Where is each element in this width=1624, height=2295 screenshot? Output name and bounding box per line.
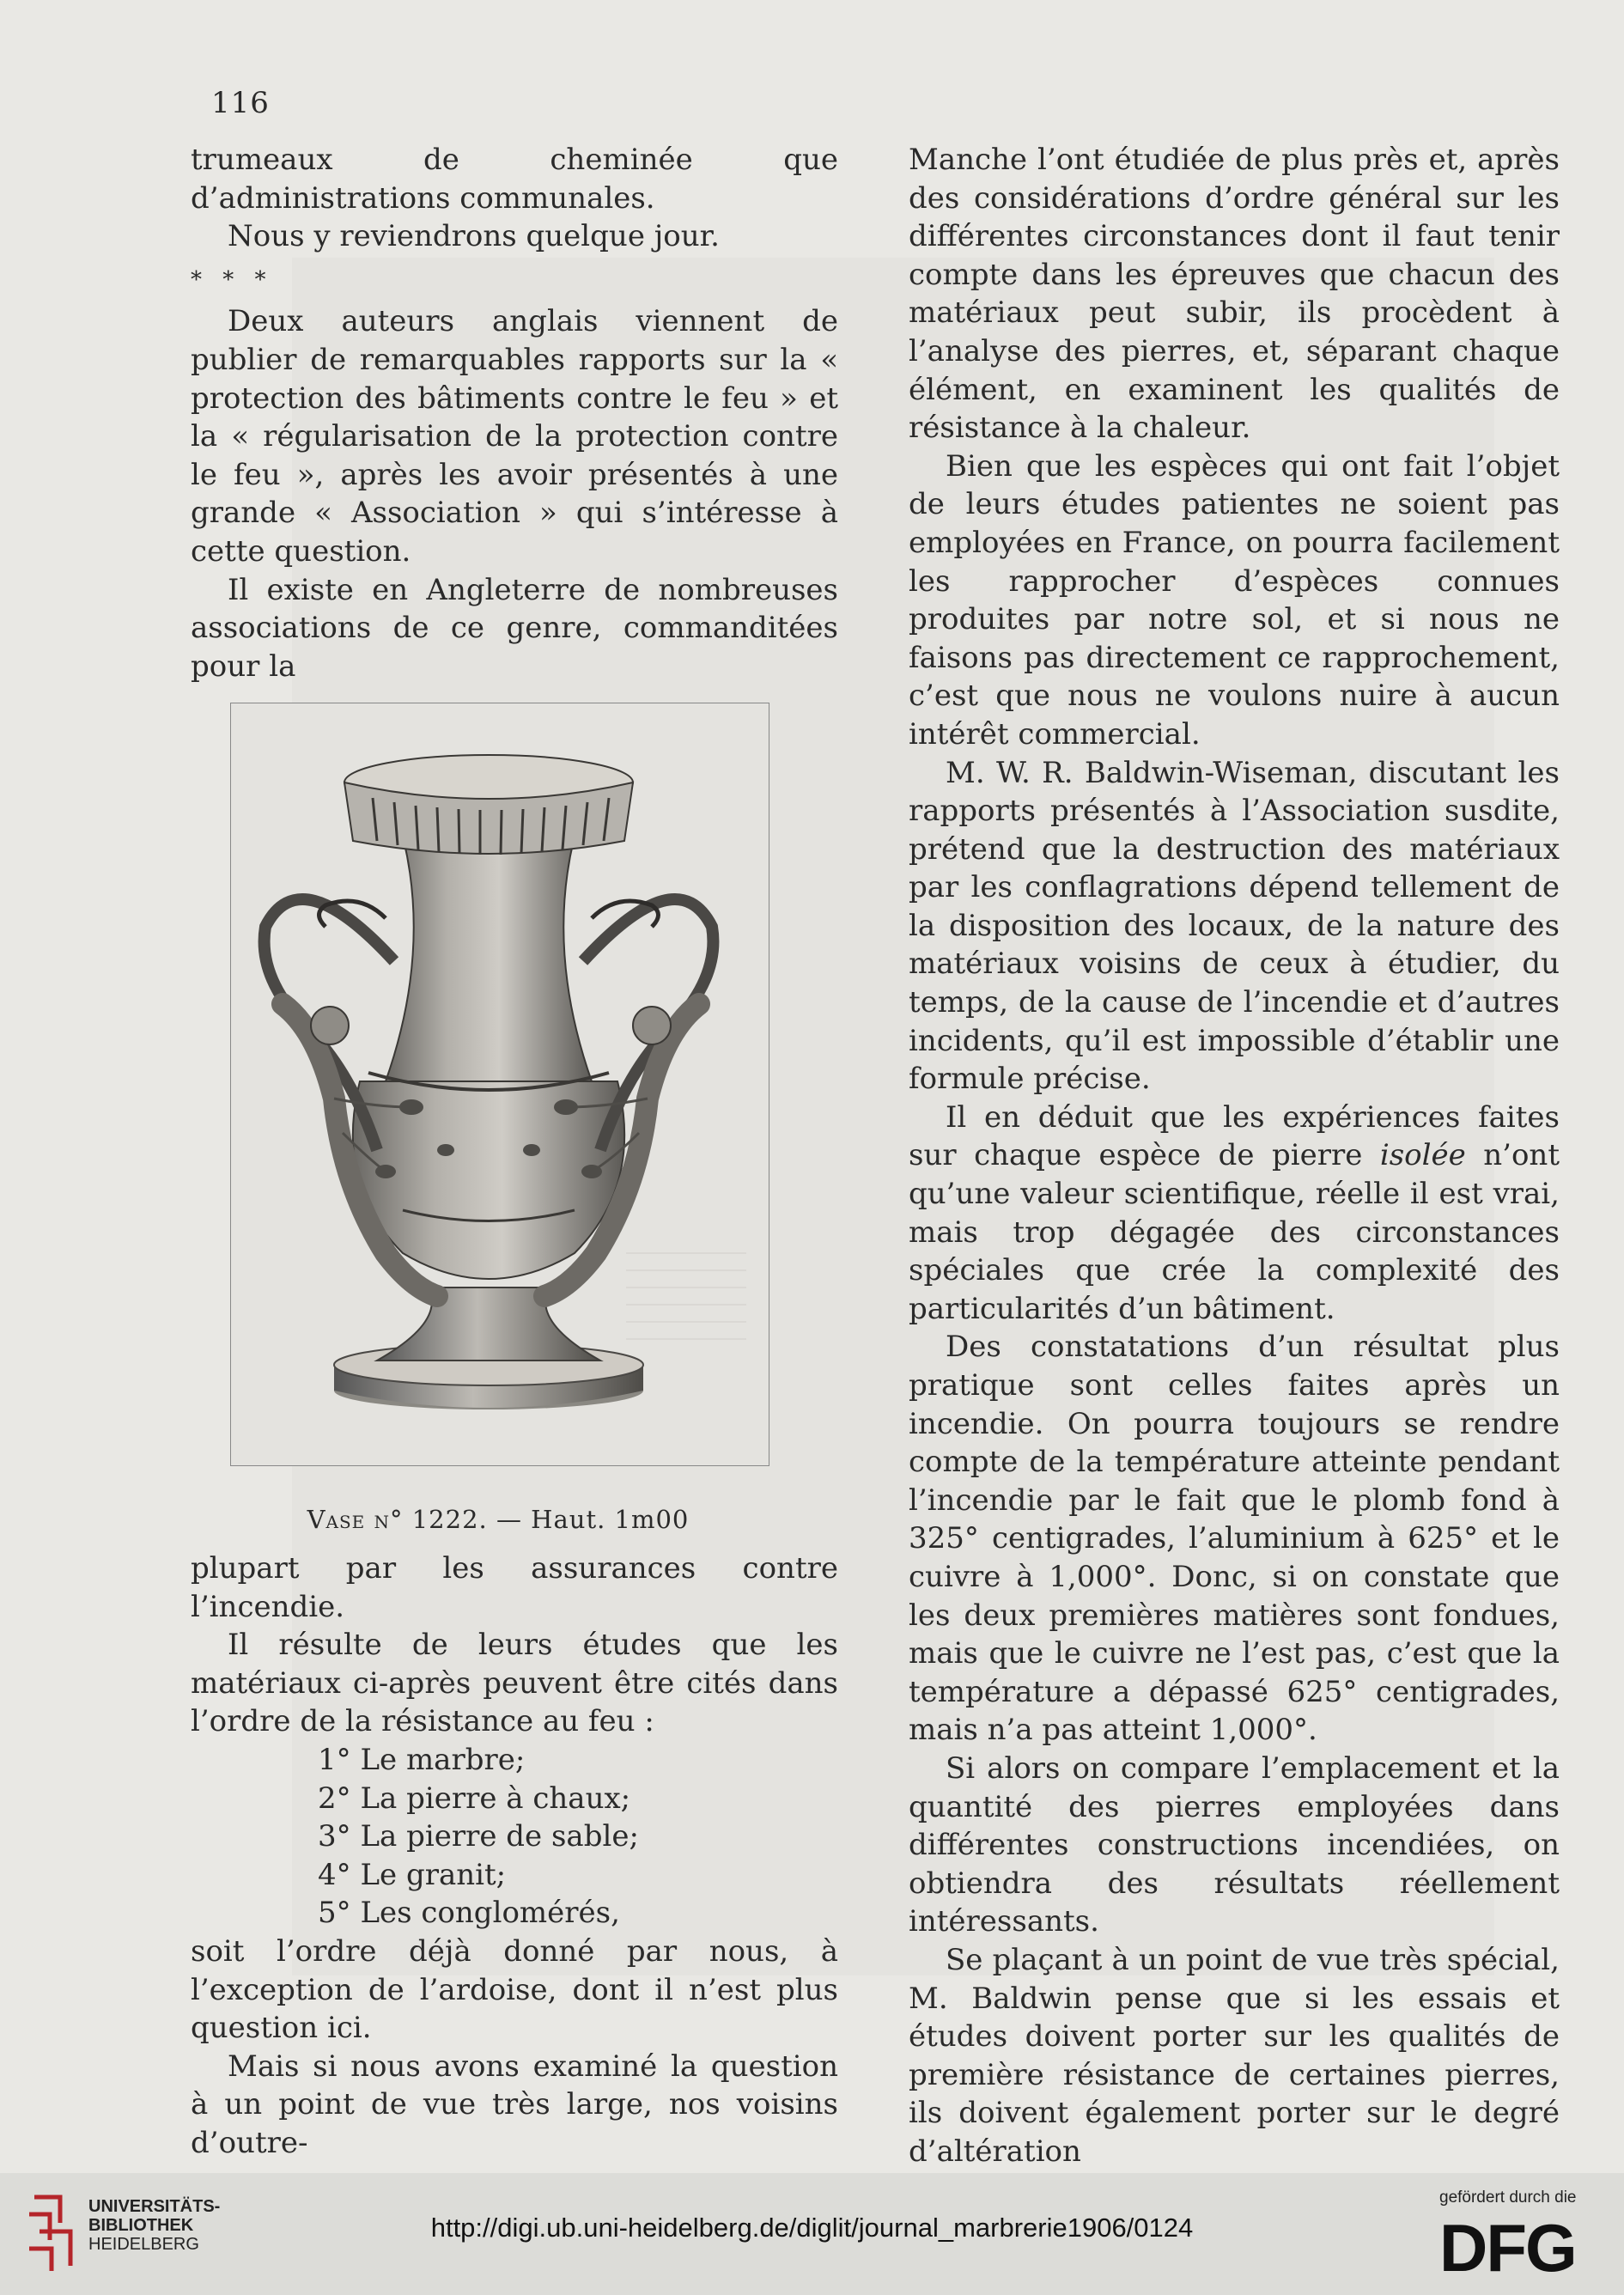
- vase-drawing: [231, 703, 769, 1465]
- paragraph: Si alors on compare l’emplacement et la quantité des pierres employées dans différentes constructions incendiées, on obtiendra des résultats réellement intéressants.: [909, 1750, 1560, 1939]
- page-number: 116: [211, 86, 270, 120]
- paragraph: Mais si nous avons examiné la question à un point de vue très large, nos voisins d’outre-: [191, 2048, 838, 2160]
- list-item: 4° Le granit;: [318, 1857, 507, 1892]
- italic-word: isolée: [1379, 1138, 1466, 1173]
- paragraph: plupart par les assurances contre l’incendie.: [191, 1551, 838, 1624]
- caption-label: Vase n° 1222.: [307, 1505, 488, 1534]
- library-name-line: HEIDELBERG: [88, 2235, 199, 2254]
- paragraph: Des constatations d’un résultat plus pratique sont celles faites après un incendie. On pourra toujours se rendre compte de la température atteinte pendant l’incendie par le fait que le plomb fond à 325° centigrades, l’aluminium à 625° et le cuivre à 1,000°. Donc, si on constate que les deux premières matières sont fondues, mais que le cuivre ne l’est pas, c’est que la température a dépassé 625° centigrades, mais n’a pas atteint 1,000°.: [909, 1330, 1560, 1748]
- text-run: Il en déduit que les expériences faites sur chaque espèce de pierre: [909, 1099, 1560, 1173]
- list-item: 5° Les conglomérés,: [318, 1896, 620, 1931]
- paragraph: [909, 1099, 1560, 1329]
- paragraph: trumeaux de cheminée que d’administrations communales.: [191, 143, 838, 216]
- figure-caption: [240, 1505, 756, 1534]
- list-item: 1° Le marbre;: [318, 1742, 526, 1777]
- caption-height: — Haut. 1m00: [487, 1505, 690, 1534]
- library-name-line: UNIVERSITÄTS-: [88, 2197, 221, 2216]
- paragraph: Deux auteurs anglais viennent de publier de remarquables rapports sur la « protection des bâtiments contre le feu » et la « régularisation de la protection contre le feu », après les avoir présentés à une grande « Association » qui s’intéresse à cette question.: [191, 304, 838, 569]
- list-item: 3° La pierre de sable;: [318, 1819, 639, 1854]
- list-item: 2° La pierre à chaux;: [318, 1781, 631, 1816]
- viewer-footer: [0, 2173, 1624, 2295]
- right-column: [909, 141, 1560, 2170]
- text-run: n’ont qu’une valeur scientifique, réelle il est vrai, mais trop dégagée des circonstances spéciales que crée la complexité des particularités d’un bâtiment.: [909, 1138, 1560, 1326]
- dfg-logo[interactable]: DFG: [1439, 2210, 1576, 2286]
- left-column-lower: [191, 1549, 838, 2163]
- paragraph: soit l’ordre déjà donné par nous, à l’exception de l’ardoise, dont il n’est plus question ici.: [191, 1933, 838, 2046]
- left-column: [191, 141, 838, 685]
- funding-note: gefördert durch die: [1439, 2188, 1577, 2207]
- library-name-line: BIBLIOTHEK: [88, 2216, 194, 2235]
- paragraph: M. W. R. Baldwin-Wiseman, discutant les rapports présentés à l’Association susdite, prétend que la destruction des matériaux par les conflagrations dépend tellement de la disposition des locaux, de la nature des matériaux voisins de ceux à étudier, du temps, de la cause de l’incendie et d’autres incidents, qu’il est impossible d’établir une formule précise.: [909, 755, 1560, 1097]
- permalink-url[interactable]: http://digi.ub.uni-heidelberg.de/diglit/journal_marbrerie1906/0124: [430, 2213, 1194, 2243]
- paragraph: Manche l’ont étudiée de plus près et, après des considérations d’ordre général sur les différentes circonstances dont il faut tenir compte dans les épreuves que chacun des matériaux peut subir, ils procèdent à l’analyse des pierres, et, séparant chaque élément, en examinent les qualités de résistance à la chaleur.: [909, 143, 1560, 446]
- vase-illustration: [230, 703, 769, 1466]
- paragraph: Bien que les espèces qui ont fait l’objet de leurs études patientes ne soient pas employées en France, on pourra facilement les rapprocher d’espèces connues produites par notre sol, et si nous ne faisons pas directement ce rapprochement, c’est que nous ne voulons nuire à aucun intérêt commercial.: [909, 448, 1560, 752]
- paragraph: Il existe en Angleterre de nombreuses associations de ce genre, commanditées pour la: [191, 572, 838, 684]
- paragraph: Il résulte de leurs études que les matériaux ci-après peuvent être cités dans l’ordre de la résistance au feu :: [191, 1628, 838, 1739]
- paragraph: Nous y reviendrons quelque jour.: [228, 219, 720, 254]
- paragraph: Se plaçant à un point de vue très spécial, M. Baldwin pense que si les essais et études doivent porter sur les qualités de première résistance de certaines pierres, ils doivent également porter sur le degré d’altération: [909, 1942, 1560, 2169]
- section-break-asterism: * * *: [191, 266, 273, 293]
